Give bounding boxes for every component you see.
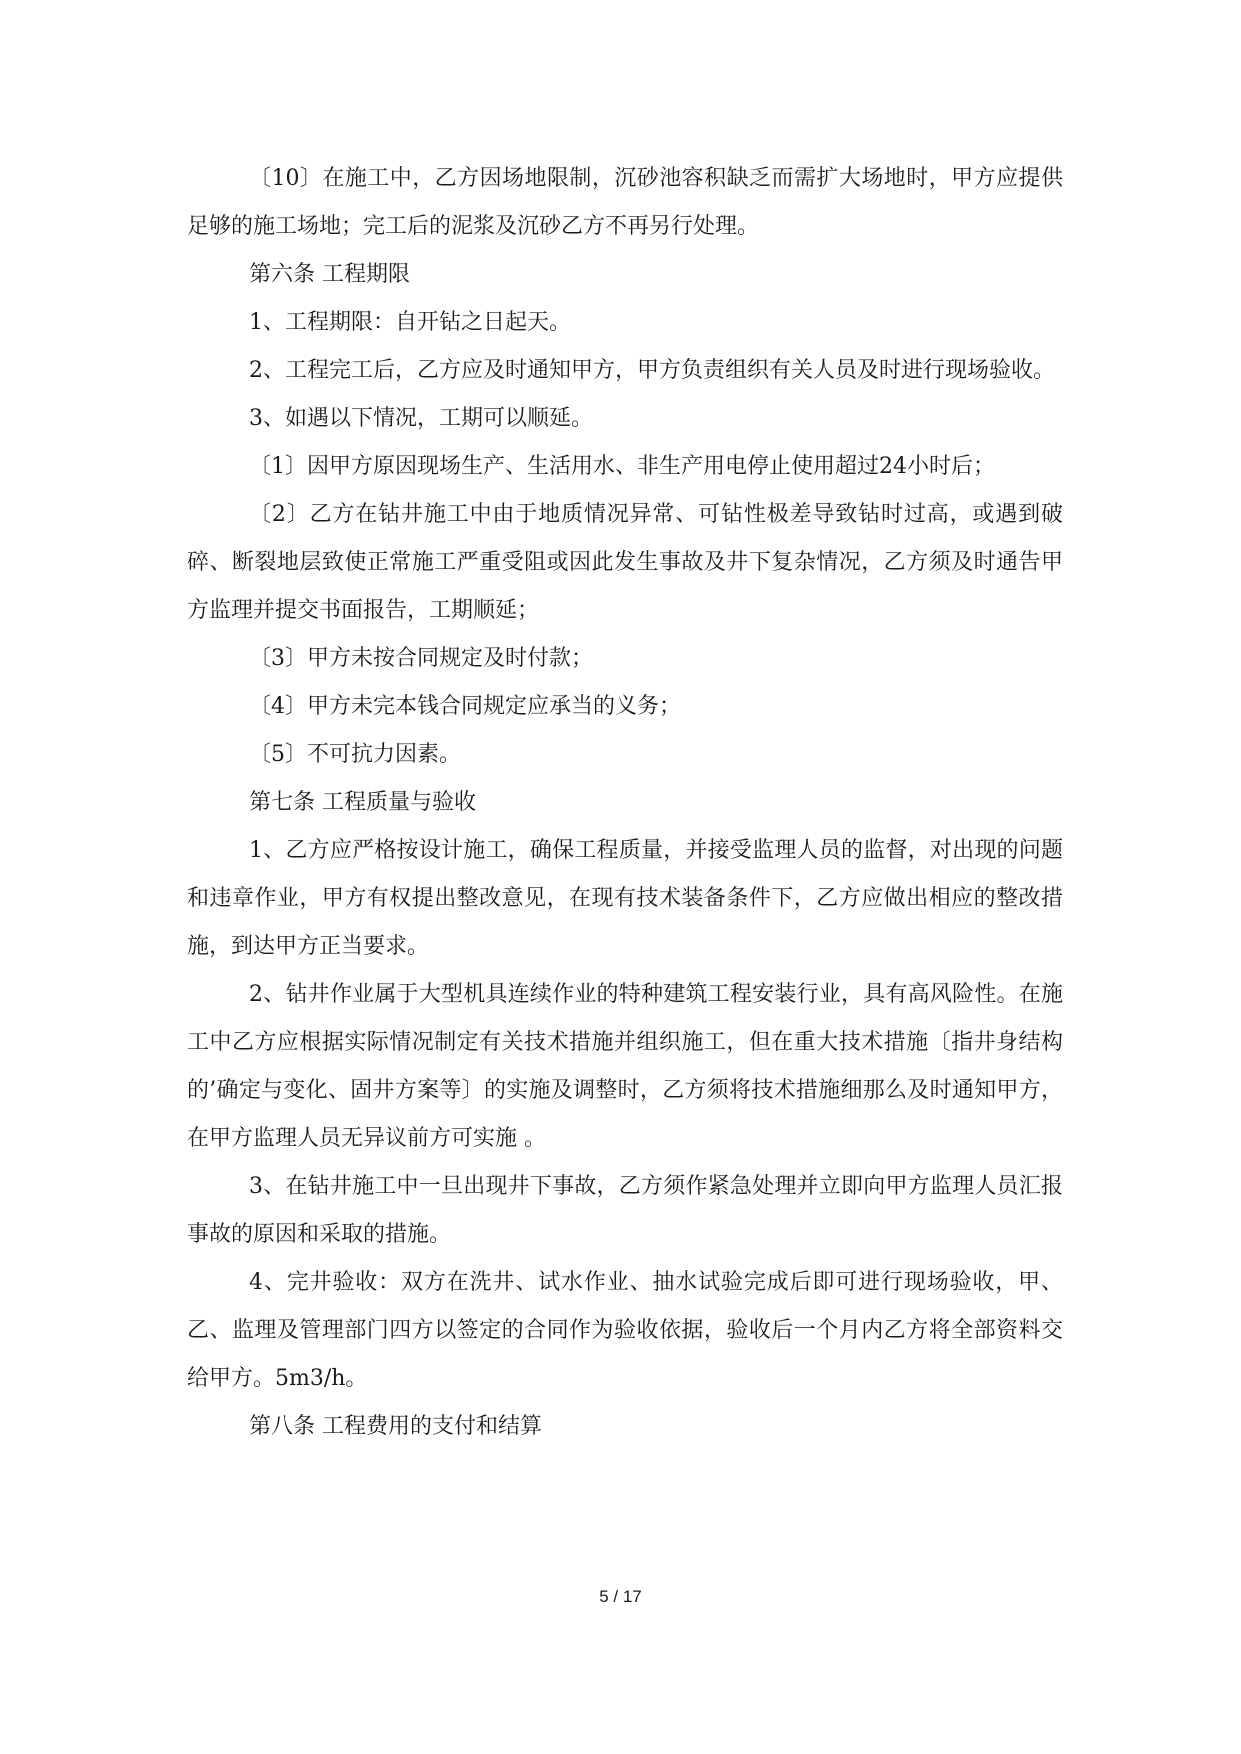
paragraph-6-3-4: 〔4〕甲方未完本钱合同规定应承当的义务； xyxy=(249,694,681,719)
paragraph-6-3-3: 〔3〕甲方未按合同规定及时付款； xyxy=(249,646,593,671)
page-number: 5 / 17 xyxy=(599,1587,642,1606)
paragraph-item-10: 〔10〕在施工中，乙方因场地限制，沉砂池容积缺乏而需扩大场地时，甲方应提供足够的施工场地；完工后的泥浆及沉砂乙方不再另行处理。 xyxy=(187,166,1063,239)
paragraph-6-3: 3、如遇以下情况，工期可以顺延。 xyxy=(249,406,593,431)
paragraph-6-1: 1、工程期限：自开钻之日起天。 xyxy=(249,310,571,335)
paragraph-7-3: 3、在钻井施工中一旦出现井下事故，乙方须作紧急处理并立即向甲方监理人员汇报事故的原因和采取的措施。 xyxy=(187,1174,1063,1247)
paragraph-6-2: 2、工程完工后，乙方应及时通知甲方，甲方负责组织有关人员及时进行现场验收。 xyxy=(249,358,1055,383)
article-6-heading: 第六条 工程期限 xyxy=(249,262,410,287)
paragraph-6-3-2: 〔2〕乙方在钻井施工中由于地质情况异常、可钻性极差导致钻时过高，或遇到破碎、断裂地层致使正常施工严重受阻或因此发生事故及井下复杂情况，乙方须及时通告甲方监理并提交书面报告，工期顺延； xyxy=(187,502,1063,623)
paragraph-6-3-1: 〔1〕因甲方原因现场生产、生活用水、非生产用电停止使用超过24小时后； xyxy=(249,454,995,479)
article-8-heading: 第八条 工程费用的支付和结算 xyxy=(249,1414,542,1439)
document-body xyxy=(187,155,1063,1451)
paragraph-7-4: 4、完井验收：双方在洗井、试水作业、抽水试验完成后即可进行现场验收，甲、乙、监理及管理部门四方以签定的合同作为验收依据，验收后一个月内乙方将全部资料交给甲方。5m3/h。 xyxy=(187,1270,1063,1391)
paragraph-7-1: 1、乙方应严格按设计施工，确保工程质量，并接受监理人员的监督，对出现的问题和违章作业，甲方有权提出整改意见，在现有技术装备条件下，乙方应做出相应的整改措施，到达甲方正当要求。 xyxy=(187,838,1063,959)
paragraph-6-3-5: 〔5〕不可抗力因素。 xyxy=(249,742,461,767)
article-7-heading: 第七条 工程质量与验收 xyxy=(249,790,476,815)
paragraph-7-2: 2、钻井作业属于大型机具连续作业的特种建筑工程安装行业，具有高风险性。在施工中乙方应根据实际情况制定有关技术措施并组织施工，但在重大技术措施〔指井身结构的’确定与变化、固井方案等〕的实施及调整时，乙方须将技术措施细那么及时通知甲方，在甲方监理人员无异议前方可实施 。 xyxy=(187,982,1063,1151)
